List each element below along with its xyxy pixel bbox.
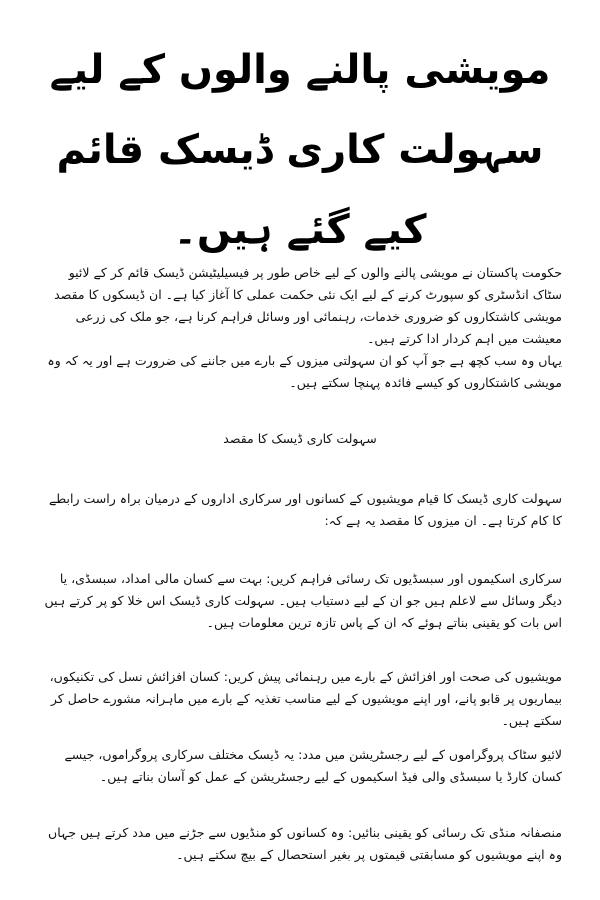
list-item-schemes: سرکاری اسکیموں اور سبسڈیوں تک رسائی فراہم کریں: بہت سے کسان مالی امداد، سبسڈی، یا دیگر وسائل سے لاعلم ہیں جو ان کے لیے دستیاب ہیں۔ سہولت کاری ڈیسک اس خلا کو پر کرتے ہیں اس بات کو یقینی بناتے ہوئے کہ ان کے پاس تازہ ترین معلومات ہیں۔ bbox=[44, 571, 562, 630]
section-subheading: سہولت کاری ڈیسک کا مقصد bbox=[223, 431, 377, 446]
intro-paragraph: حکومت پاکستان نے مویشی پالنے والوں کے لیے خاص طور پر فیسیلیٹیشن ڈیسک قائم کر کے لائیو سٹاک انڈسٹری کو سپورٹ کرنے کے لیے ایک نئی حکمت عملی کا آغاز کیا ہے۔ ان ڈیسکوں کا مقصد مویشی کاشتکاروں کو ضروری خدمات، رہنمائی اور وسائل فراہم کرنا ہے، جو ملک کی زرعی معیشت میں اہم کردار ادا کرتے ہیں۔ bbox=[54, 265, 562, 346]
paragraph-2: یہاں وہ سب کچھ ہے جو آپ کو ان سہولتی میزوں کے بارے میں جاننے کی ضرورت ہے اور یہ کہ وہ مویشی کاشتکاروں کو کیسے فائدہ پہنچا سکتے ہیں۔ bbox=[47, 353, 562, 390]
list-item-registration: لائیو سٹاک پروگراموں کے لیے رجسٹریشن میں مدد: یہ ڈیسک مختلف سرکاری پروگراموں، جیسے کسان کارڈ یا سبسڈی والی فیڈ اسکیموں کے لیے رجسٹریشن کے عمل کو آسان بناتے ہیں۔ bbox=[64, 747, 562, 784]
list-item-market-access: منصفانہ منڈی تک رسائی کو یقینی بنائیں: وہ کسانوں کو منڈیوں سے جڑنے میں مدد کرتے ہیں جہاں وہ اپنے مویشیوں کو مسابقتی قیمتوں پر بغیر استحصال کے بیچ سکتے ہیں۔ bbox=[48, 825, 562, 862]
article-headline: مویشی پالنے والوں کے لیے سہولت کاری ڈیسک قائم کیے گئے ہیں۔ bbox=[49, 47, 551, 253]
list-item-health: مویشیوں کی صحت اور افزائش کے بارے میں رہنمائی پیش کریں: کسان افزائش نسل کی تکنیکوں، بیماریوں پر قابو پانے، اور اپنے مویشیوں کے لیے مناسب تغذیہ کے بارے میں ماہرانہ مشورے حاصل کر سکتے ہیں۔ bbox=[49, 669, 562, 728]
paragraph-3: سہولت کاری ڈیسک کا قیام مویشیوں کے کسانوں اور سرکاری اداروں کے درمیان براہ راست رابطے کا کام کرتا ہے۔ ان میزوں کا مقصد یہ ہے کہ: bbox=[48, 491, 562, 528]
